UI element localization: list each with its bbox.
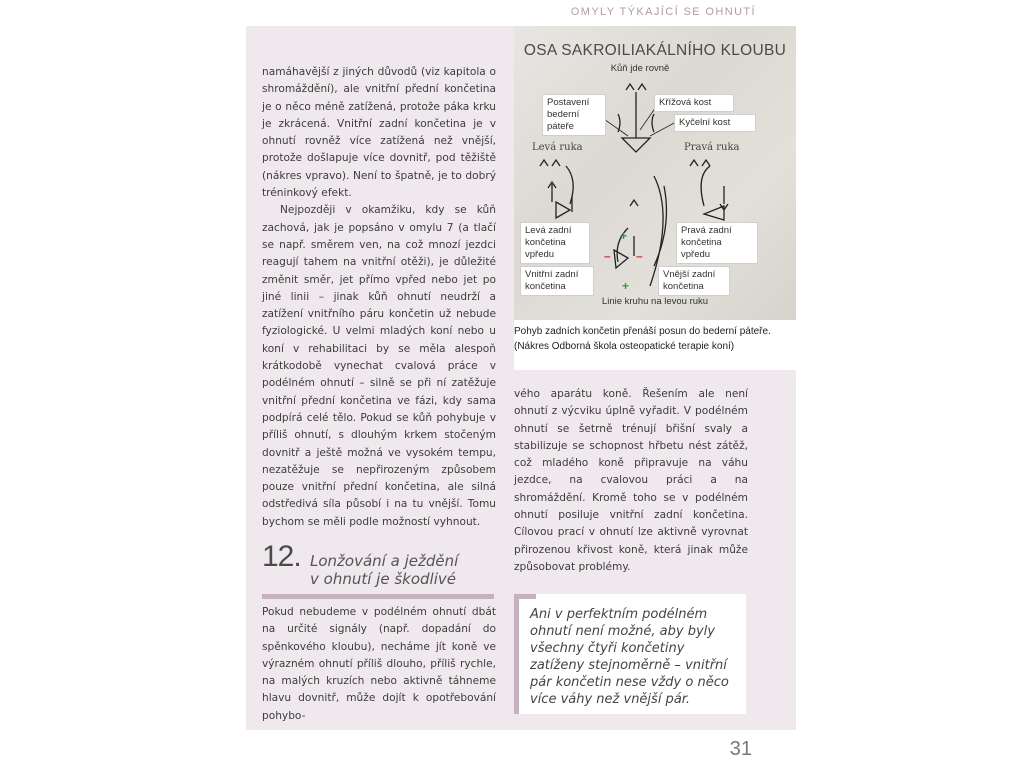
figure-subtitle: Kůň jde rovně bbox=[610, 63, 670, 74]
caret-mark bbox=[702, 160, 710, 166]
section-title-line1: Lonžování a ježdění bbox=[310, 552, 459, 570]
circle-line bbox=[654, 186, 666, 266]
label-spine-position: Postavení bederní páteře bbox=[542, 94, 606, 136]
pointer-line bbox=[650, 122, 676, 136]
caret-mark bbox=[626, 84, 634, 90]
paragraph: namáhavější z jiných důvodů (viz kapitola o shromáždění), ale vnitřní přední končetina je o něco méně zatížená, protože páka krku je zkrácená. Vnitřní zadní končetina je v ohnutí rovněž více zatížená než vnější, protože došlapuje více dovnitř, pod těžiště (nákres vpravo). Není to špatně, je to dobrý tréninkový efekt. bbox=[262, 66, 496, 200]
pelvis-curve bbox=[652, 114, 654, 132]
section-divider bbox=[262, 594, 494, 599]
right-column bbox=[514, 386, 748, 576]
quote-text: Ani v perfektním podélném ohnutí není možné, aby byly všechny čtyři končetiny zatíženy stejnoměrně – vnitřní pár končetin nese vždy o něco více váhy než vnější pár. bbox=[530, 607, 729, 707]
running-header: OMYLY TÝKAJÍCÍ SE OHNUTÍ bbox=[570, 6, 756, 18]
caret-mark bbox=[552, 160, 560, 166]
label-sacrum: Křížová kost bbox=[654, 94, 734, 112]
plus-sign: + bbox=[620, 229, 628, 243]
plus-sign: + bbox=[622, 279, 630, 293]
label-right-hind-forward: Pravá zadní končetina vpředu bbox=[676, 222, 758, 264]
figure-title: OSA SAKROILIAKÁLNÍHO KLOUBU bbox=[523, 42, 787, 59]
label-left-hind-forward: Levá zadní končetina vpředu bbox=[520, 222, 590, 264]
left-column-top bbox=[262, 64, 496, 531]
curve-arrow bbox=[701, 166, 710, 206]
pelvis-triangle bbox=[704, 206, 724, 220]
paragraph: Pokud nebudeme v podélném ohnutí dbát na určité signály (např. dopadání do spěnkového kloubu), necháme jít koně ve výrazném ohnutí příliš dlouho, příliš rychle, na malých kruzích nebo aktivně táhneme hlavu dovnitř, může dojít k opotřebování pohybo- bbox=[262, 606, 496, 722]
section-title bbox=[310, 552, 458, 588]
section-title-line2: v ohnutí je škodlivé bbox=[310, 570, 456, 588]
label-inner-hind: Vnitřní zadní končetina bbox=[520, 266, 594, 296]
left-column-bottom bbox=[262, 604, 496, 725]
caret-mark bbox=[540, 160, 548, 166]
label-left-hand: Levá ruka bbox=[532, 142, 583, 153]
caret-mark bbox=[690, 160, 698, 166]
pelvis-triangle bbox=[622, 138, 650, 152]
paragraph: vého aparátu koně. Řešením ale není ohnutí z výcviku úplně vyřadit. V podélném ohnutí se šetrně trénují břišní svaly a stabilizuje se schopnost hřbetu nést zátěž, což mladého koně připravuje na váhu jezdce, na cvalovou práci a na shromáždění. Kromě toho se v podélném ohnutí posiluje vnitřní zadní končetina. Cílovou prací v ohnutí lze aktivně vyrovnat přirozenou křivost koně, která jinak může způsobovat problémy. bbox=[514, 388, 748, 573]
pelvis-triangle bbox=[556, 202, 570, 218]
pull-quote bbox=[514, 594, 746, 714]
caret-mark bbox=[630, 200, 638, 206]
sacroiliac-diagram bbox=[514, 26, 796, 320]
pelvis-triangle bbox=[614, 250, 628, 268]
label-outer-hind: Vnější zadní končetina bbox=[658, 266, 730, 296]
figure-caption: Pohyb zadních končetin přenáší posun do bederní páteře. (Nákres Odborná škola osteopatické terapie koní) bbox=[514, 326, 771, 352]
label-right-hand: Pravá ruka bbox=[684, 142, 740, 153]
minus-sign: – bbox=[636, 249, 643, 263]
quote-accent-bar bbox=[514, 594, 519, 714]
page-number: 31 bbox=[729, 738, 752, 760]
paragraph: Nejpozději v okamžiku, kdy se kůň zachová, jak je popsáno v omylu 7 (a tlačí se např. směrem ven, na což mnozí jezdci reagují tahem na vnitřní otěži), je důležité změnit směr, jet přímo vpřed nebo jet po jiné linii – jinak kůň ohnutí neudrží a zatížení vnitřního páru končetin už nebude fyziologické. U velmi mladých koní nebo u koní v rehabilitaci by se měla alespoň krátkodobě vynechat cvalová práce v podélném ohnutí – silně se při ní zatěžuje vnitřní přední končetina ve fázi, kdy sama podpírá celé tělo. Pokud se kůň pohybuje v příliš ohnutí, s dlouhým krkem stočeným dovnitř a ještě možná ve vysokém tempu, nezatěžuje se nepřirozeným způsobem pouze vnitřní přední končetina, ale silná odstředivá síla působí i na tu vnější. Tomu bychom se měli podle možností vyhnout. bbox=[262, 204, 496, 528]
section-number: 12. bbox=[262, 540, 301, 573]
label-ilium: Kyčelní kost bbox=[674, 114, 756, 132]
minus-sign: – bbox=[604, 249, 611, 263]
label-circle-line: Linie kruhu na levou ruku bbox=[601, 296, 709, 307]
caret-mark bbox=[638, 84, 646, 90]
quote-accent-bar bbox=[514, 594, 536, 599]
